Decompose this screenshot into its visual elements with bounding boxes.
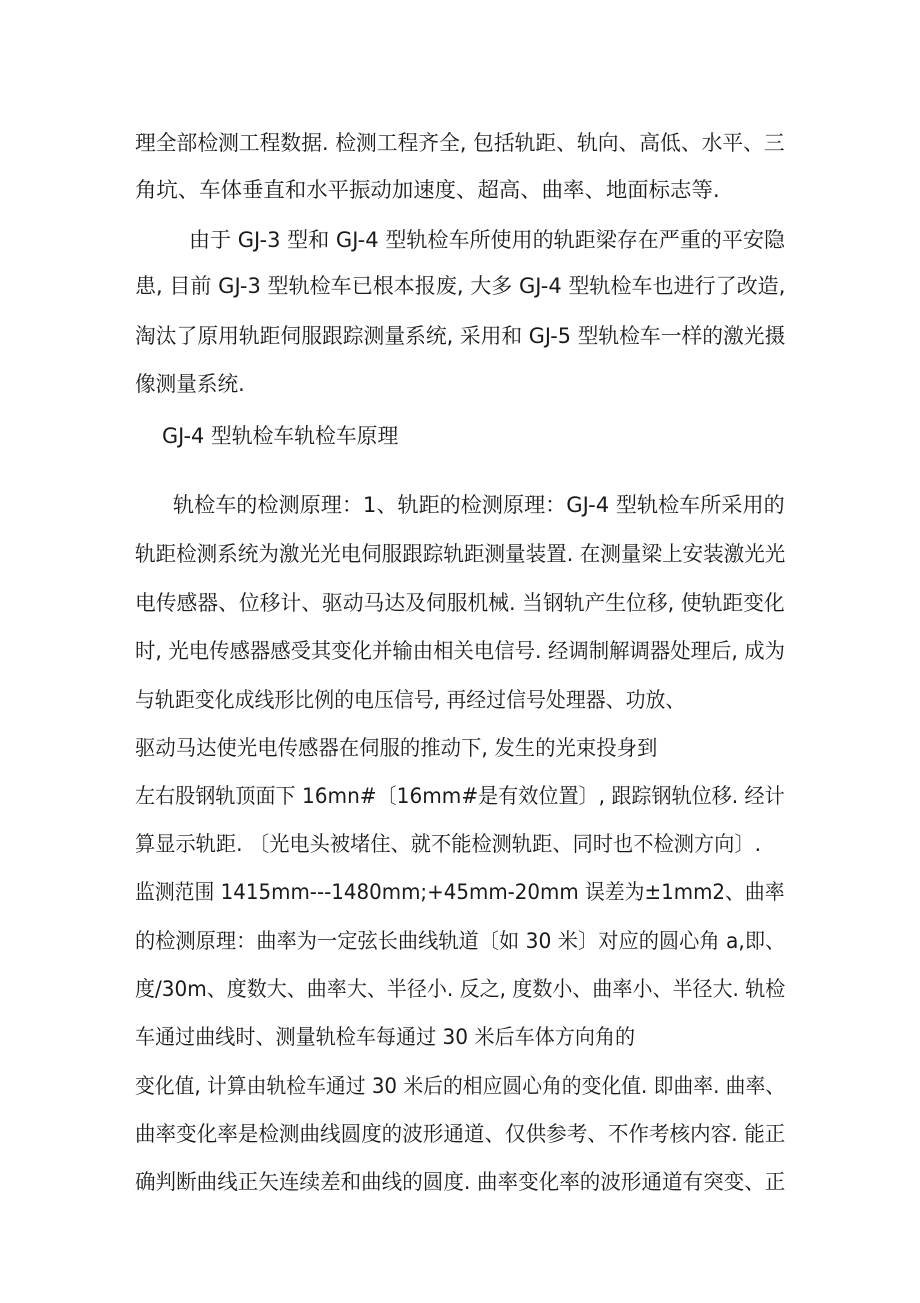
section-heading: GJ-4 型轨检车轨检车原理 <box>162 424 399 448</box>
text-line: 时, 光电传感器感受其变化并输由相关电信号. 经调制解调器处理后, 成为 <box>135 639 786 663</box>
text-line: 电传感器、位移计、驱动马达及伺服机械. 当钢轨产生位移, 使轨距变化 <box>135 591 785 615</box>
text-line: 车通过曲线时、测量轨检车每通过 30 米后车体方向角的 <box>135 1025 636 1049</box>
text-line: 理全部检测工程数据. 检测工程齐全, 包括轨距、轨向、高低、水平、三 <box>135 131 785 155</box>
text-line: 监测范围 1415mm---1480mm;+45mm-20mm 误差为±1mm2、曲率 <box>135 880 785 904</box>
text-line: 的检测原理：曲率为一定弦长曲线轨道〔如 30 米〕对应的圆心角 a,即、 <box>135 929 786 953</box>
text-line: 变化值, 计算由轨检车通过 30 米后的相应圆心角的变化值. 即曲率. 曲率、 <box>135 1074 786 1098</box>
text-line: 由于 GJ-3 型和 GJ-4 型轨检车所使用的轨距梁存在严重的平安隐 <box>189 228 786 252</box>
text-line: 角坑、车体垂直和水平振动加速度、超高、曲率、地面标志等. <box>135 178 720 202</box>
text-line: 确判断曲线正矢连续差和曲线的圆度. 曲率变化率的波形通道有突变、正 <box>135 1170 786 1194</box>
text-line: 轨距检测系统为激光光电伺服跟踪轨距测量装置. 在测量梁上安装激光光 <box>135 542 786 566</box>
text-line: 驱动马达使光电传感器在伺服的推动下, 发生的光束投身到 <box>135 736 658 760</box>
text-line: 度/30m、度数大、曲率大、半径小. 反之, 度数小、曲率小、半径大. 轨检 <box>135 977 786 1001</box>
text-line: 算显示轨距. 〔光电头被堵住、就不能检测轨距、同时也不检测方向〕. <box>135 832 762 856</box>
text-line: 淘汰了原用轨距伺服跟踪测量系统, 采用和 GJ-5 型轨检车一样的激光摄 <box>135 324 786 348</box>
text-line: 与轨距变化成线形比例的电压信号, 再经过信号处理器、功放、 <box>135 688 686 712</box>
text-line: 左右股钢轨顶面下 16mn#〔16mm#是有效位置〕, 跟踪钢轨位移. 经计 <box>135 784 785 808</box>
text-line: 像测量系统. <box>135 372 245 396</box>
text-line: 患, 目前 GJ-3 型轨检车已根本报废, 大多 GJ-4 型轨检车也进行了改造, <box>135 274 786 298</box>
text-line: 曲率变化率是检测曲线圆度的波形通道、仅供参考、不作考核内容. 能正 <box>135 1122 786 1146</box>
text-line: 轨检车的检测原理：1、轨距的检测原理：GJ-4 型轨检车所采用的 <box>173 493 785 517</box>
